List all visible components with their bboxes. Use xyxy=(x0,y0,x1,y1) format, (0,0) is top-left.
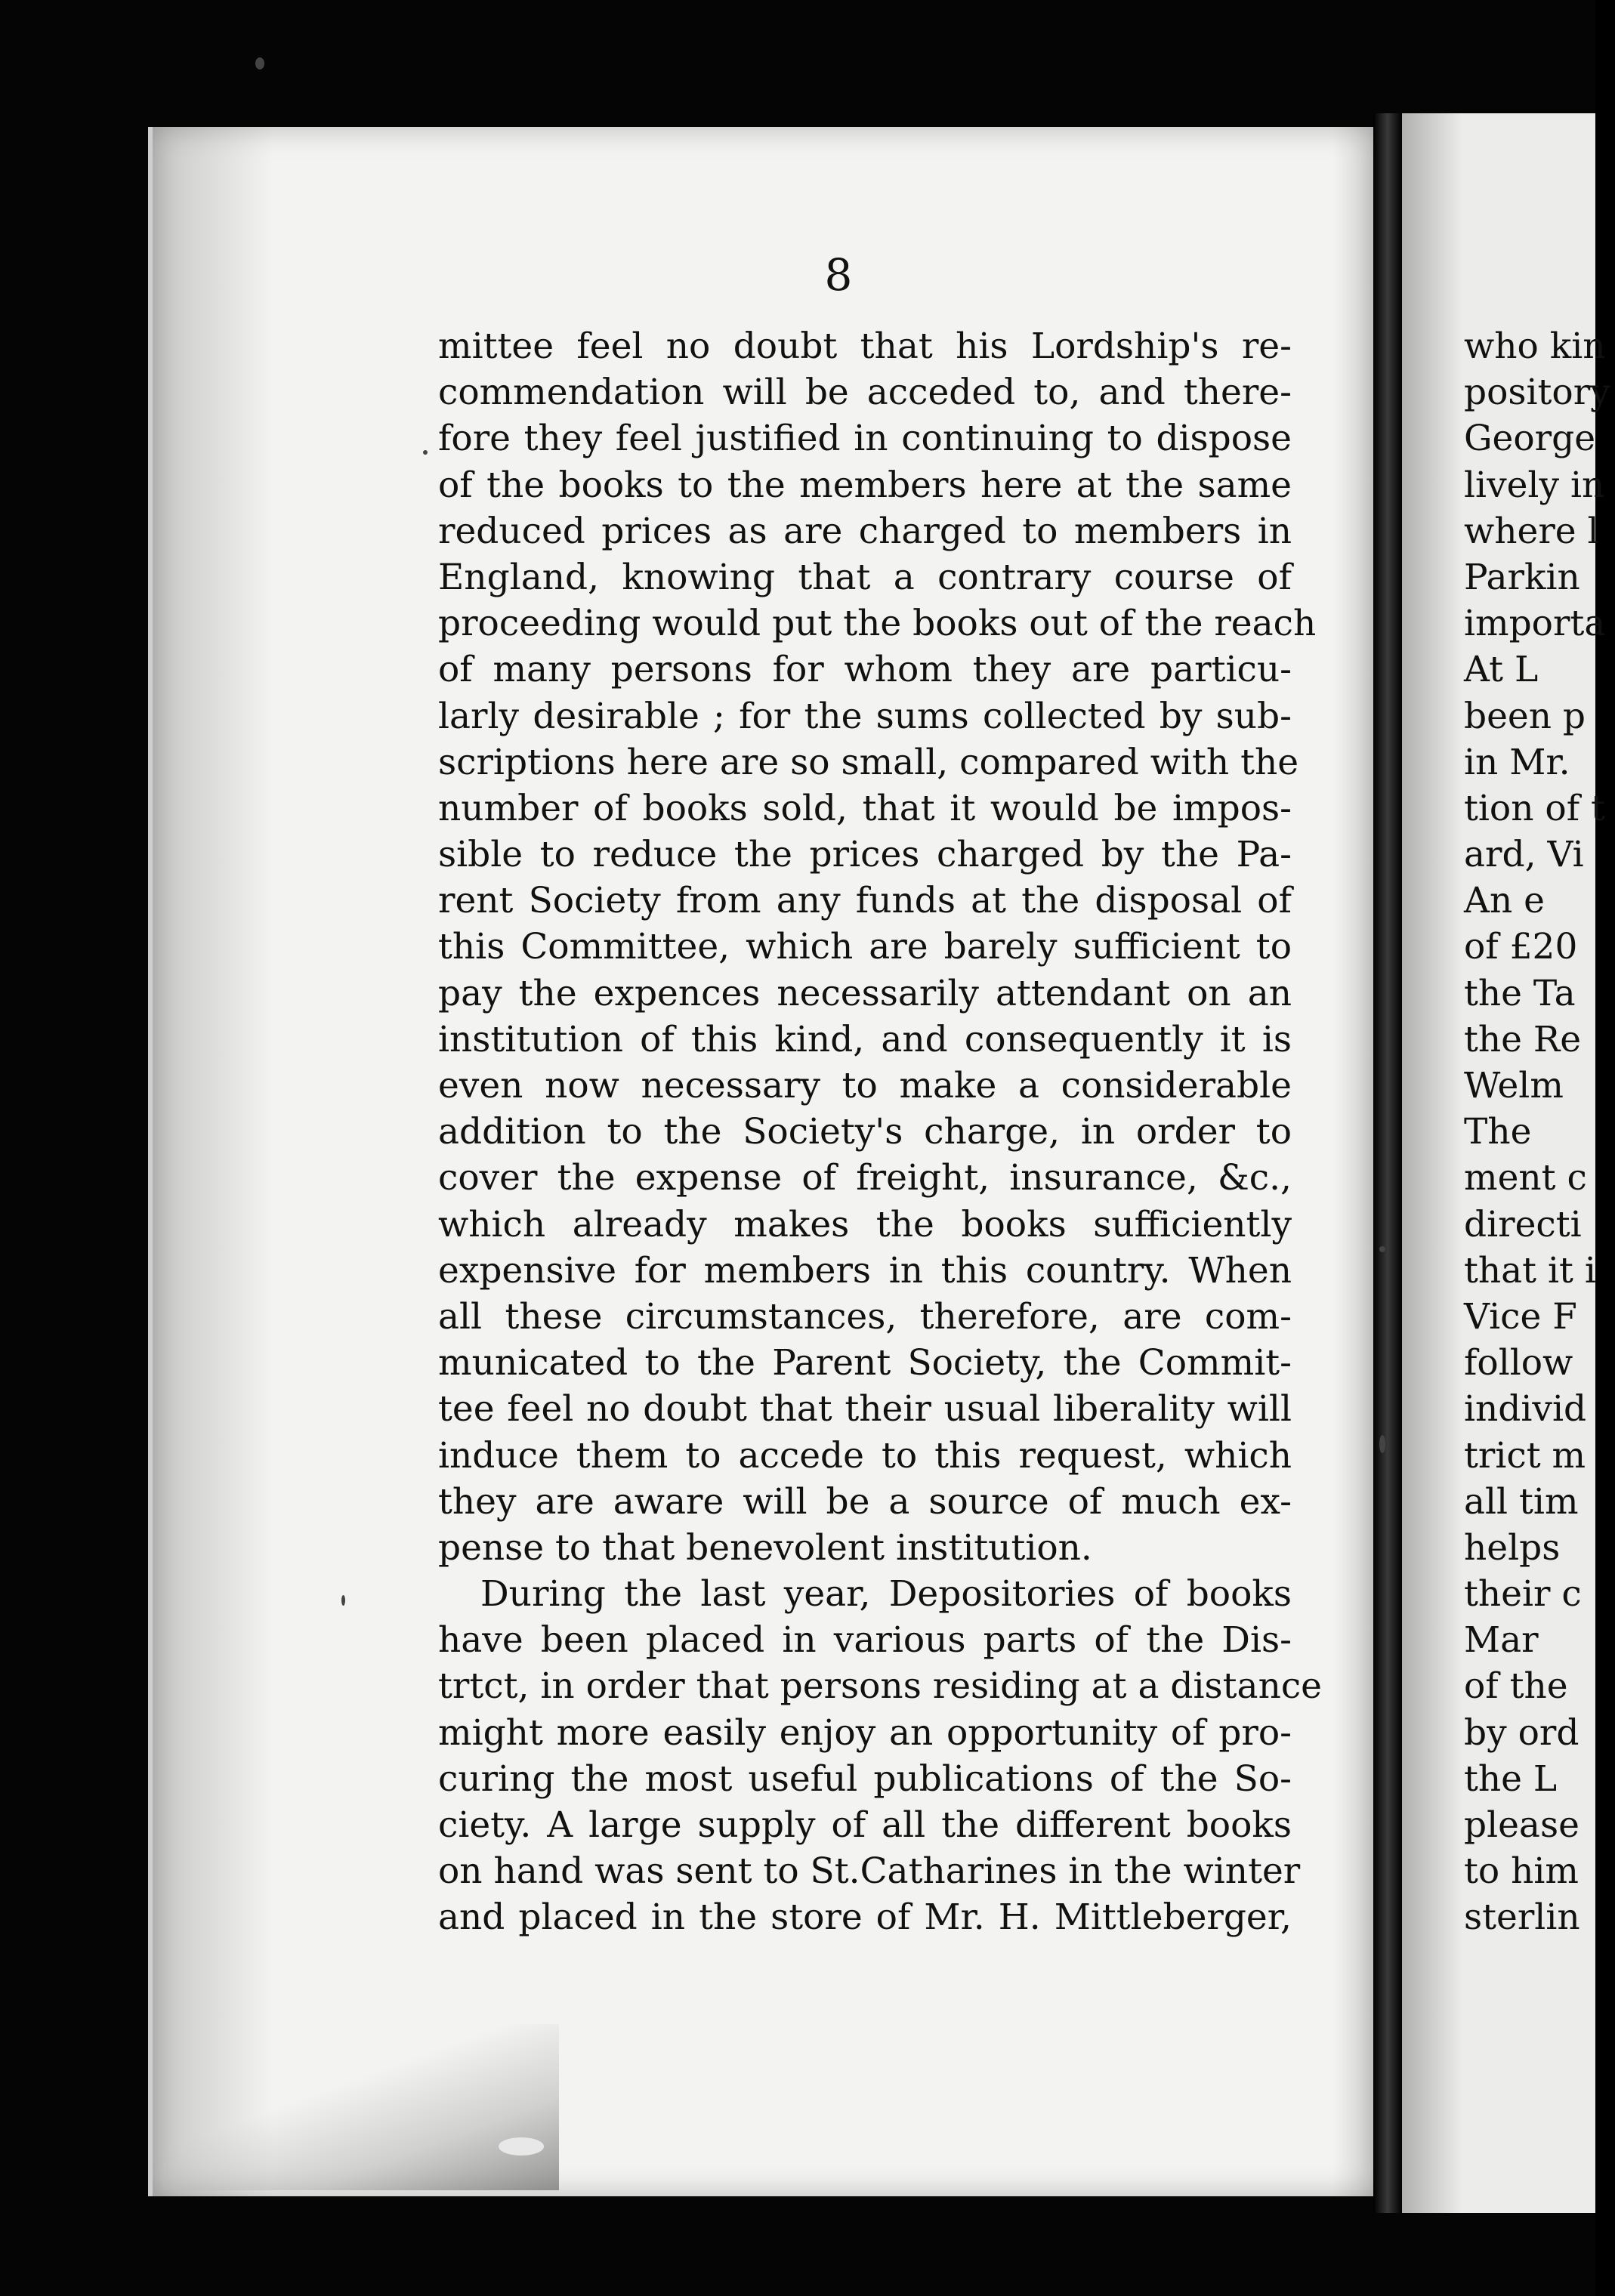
ink-speck xyxy=(1379,1246,1385,1252)
facing-text-line: individ xyxy=(1464,1388,1587,1430)
facing-text-line: been p xyxy=(1464,695,1586,737)
text-line: pay the expences necessarily attendant on an xyxy=(438,972,1292,1014)
facing-text-line: by ord xyxy=(1464,1711,1579,1754)
facing-text-line: importa xyxy=(1464,603,1606,645)
facing-text-line: Mar xyxy=(1464,1619,1539,1662)
facing-text-line: in Mr. xyxy=(1464,741,1570,783)
text-line: rent Society from any funds at the disposal of xyxy=(438,880,1292,922)
text-line: they are aware will be a source of much ex- xyxy=(438,1480,1292,1523)
text-line: induce them to accede to this request, which xyxy=(438,1434,1292,1477)
text-line: sible to reduce the prices charged by the Pa- xyxy=(438,834,1292,876)
ink-speck xyxy=(341,1595,345,1606)
ink-speck xyxy=(499,2137,544,2156)
text-line: addition to the Society's charge, in order to xyxy=(438,1111,1292,1153)
text-line: commendation will be acceded to, and there- xyxy=(438,372,1292,414)
facing-text-line: all tim xyxy=(1464,1480,1579,1523)
facing-text-line: the L xyxy=(1464,1757,1558,1800)
facing-text-line: trict m xyxy=(1464,1434,1586,1477)
facing-text-line: the Re xyxy=(1464,1018,1582,1060)
text-line: municated to the Parent Society, the Commit- xyxy=(438,1342,1292,1384)
facing-text-line: that it i xyxy=(1464,1249,1596,1292)
ink-speck xyxy=(1379,1435,1385,1453)
text-line: scriptions here are so small, compared with the xyxy=(438,741,1299,783)
text-line: England, knowing that a contrary course of xyxy=(438,556,1292,598)
text-line: all these circumstances, therefore, are com- xyxy=(438,1295,1292,1338)
facing-text-line: Welm xyxy=(1464,1065,1564,1106)
text-line: mittee feel no doubt that his Lordship's re- xyxy=(438,326,1292,367)
facing-text-line: pository xyxy=(1464,372,1610,414)
text-line: on hand was sent to St.Catharines in the winter xyxy=(438,1850,1301,1893)
text-line: of many persons for whom they are particu- xyxy=(438,649,1292,691)
facing-text-line: Parkin xyxy=(1464,556,1580,598)
body-text xyxy=(438,323,1322,1941)
facing-text-line: the Ta xyxy=(1464,972,1576,1014)
text-line: cover the expense of freight, insurance, &c., xyxy=(438,1157,1292,1199)
text-line: might more easily enjoy an opportunity of pro- xyxy=(438,1711,1292,1754)
facing-text-line: An e xyxy=(1464,880,1545,922)
text-line: curing the most useful publications of the So- xyxy=(438,1757,1292,1800)
text-line: number of books sold, that it would be impos- xyxy=(438,787,1292,829)
facing-text-line: lively in xyxy=(1464,464,1605,506)
facing-text-line: their c xyxy=(1464,1573,1582,1616)
text-line: this Committee, which are barely sufficient to xyxy=(438,926,1292,968)
ink-speck xyxy=(255,57,264,69)
facing-text-line: follow xyxy=(1464,1342,1573,1384)
page-number: 8 xyxy=(824,249,853,301)
text-line: expensive for members in this country. When xyxy=(438,1249,1292,1292)
text-line: and placed in the store of Mr. H. Mittleberger, xyxy=(438,1896,1292,1939)
facing-text-line: Vice F xyxy=(1464,1295,1577,1338)
facing-text-line: George xyxy=(1464,418,1596,460)
facing-text-line: helps xyxy=(1464,1526,1561,1569)
text-line: which already makes the books sufficiently xyxy=(438,1203,1292,1245)
text-line: During the last year, Depositories of books xyxy=(480,1573,1292,1616)
facing-text-line: directi xyxy=(1464,1203,1582,1245)
text-line: trtct, in order that persons residing at a distance xyxy=(438,1665,1322,1708)
facing-page-text xyxy=(1464,323,1615,1941)
facing-text-line: ment c xyxy=(1464,1157,1587,1199)
text-line: institution of this kind, and consequently it is xyxy=(438,1018,1292,1060)
text-line: proceeding would put the books out of the reach xyxy=(438,603,1317,645)
text-line: have been placed in various parts of the Dis- xyxy=(438,1619,1292,1662)
text-line: of the books to the members here at the same xyxy=(438,464,1292,506)
facing-text-line: tion of t xyxy=(1464,787,1605,829)
text-line: tee feel no doubt that their usual liberality will xyxy=(438,1388,1292,1430)
facing-text-line: who kin xyxy=(1464,326,1606,367)
book-gutter xyxy=(1373,113,1402,2213)
text-line: reduced prices as are charged to members in xyxy=(438,510,1292,552)
torn-page-corner xyxy=(166,2024,559,2190)
facing-text-line: of the xyxy=(1464,1665,1568,1708)
facing-text-line: to him xyxy=(1464,1850,1579,1893)
facing-text-line: please xyxy=(1464,1804,1579,1846)
text-line: ciety. A large supply of all the different books xyxy=(438,1804,1292,1846)
facing-text-line: of £20 xyxy=(1464,926,1578,968)
ink-speck xyxy=(423,450,428,455)
facing-text-line: where l xyxy=(1464,510,1599,552)
text-line: larly desirable ; for the sums collected by sub- xyxy=(438,695,1292,737)
text-line: even now necessary to make a considerable xyxy=(438,1065,1292,1106)
facing-text-line: ard, Vi xyxy=(1464,834,1584,876)
facing-text-line: At L xyxy=(1464,649,1539,691)
text-line: fore they feel justified in continuing to dispose xyxy=(438,418,1292,460)
facing-text-line: sterlin xyxy=(1464,1896,1580,1939)
facing-text-line: The xyxy=(1464,1111,1532,1153)
text-line: pense to that benevolent institution. xyxy=(438,1526,1092,1569)
